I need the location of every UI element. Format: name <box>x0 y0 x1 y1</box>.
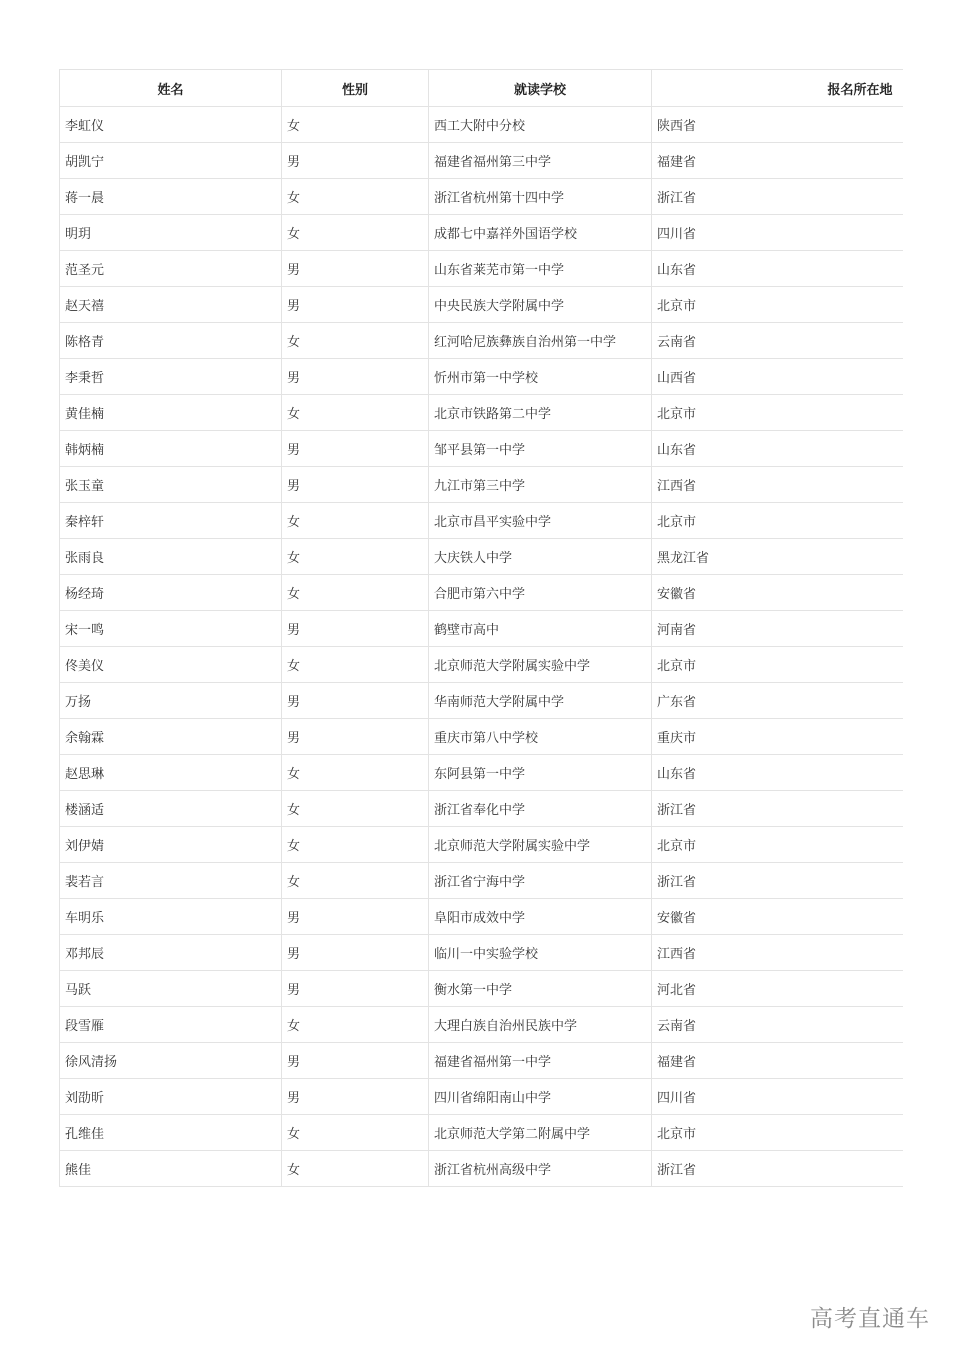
cell-school: 北京师范大学第二附属中学 <box>429 1115 652 1151</box>
table-row <box>60 395 903 431</box>
cell-school: 浙江省杭州高级中学 <box>429 1151 652 1187</box>
cell-gender: 女 <box>282 755 429 791</box>
cell-name: 佟美仪 <box>60 647 282 683</box>
cell-location: 北京市 <box>652 1115 903 1151</box>
student-table-container <box>59 69 902 1187</box>
table-row <box>60 215 903 251</box>
cell-location: 陕西省 <box>652 107 903 143</box>
cell-school: 阜阳市成效中学 <box>429 899 652 935</box>
cell-location: 河北省 <box>652 971 903 1007</box>
table-row <box>60 179 903 215</box>
cell-gender: 女 <box>282 827 429 863</box>
cell-name: 陈格青 <box>60 323 282 359</box>
cell-name: 赵思琳 <box>60 755 282 791</box>
cell-location: 北京市 <box>652 395 903 431</box>
cell-school: 四川省绵阳南山中学 <box>429 1079 652 1115</box>
table-row <box>60 719 903 755</box>
cell-name: 李秉哲 <box>60 359 282 395</box>
cell-location: 云南省 <box>652 323 903 359</box>
cell-location: 云南省 <box>652 1007 903 1043</box>
cell-gender: 女 <box>282 647 429 683</box>
cell-location: 浙江省 <box>652 791 903 827</box>
table-row <box>60 287 903 323</box>
cell-gender: 女 <box>282 539 429 575</box>
cell-location: 浙江省 <box>652 1151 903 1187</box>
cell-school: 浙江省奉化中学 <box>429 791 652 827</box>
cell-location: 山东省 <box>652 431 903 467</box>
table-row <box>60 539 903 575</box>
cell-school: 重庆市第八中学校 <box>429 719 652 755</box>
table-row <box>60 323 903 359</box>
cell-gender: 男 <box>282 1079 429 1115</box>
table-row <box>60 755 903 791</box>
cell-name: 宋一鸣 <box>60 611 282 647</box>
cell-gender: 女 <box>282 1007 429 1043</box>
cell-gender: 男 <box>282 1043 429 1079</box>
cell-gender: 女 <box>282 107 429 143</box>
table-row <box>60 431 903 467</box>
table-row <box>60 683 903 719</box>
cell-school: 北京市昌平实验中学 <box>429 503 652 539</box>
table-row <box>60 1043 903 1079</box>
cell-gender: 男 <box>282 287 429 323</box>
cell-name: 韩炳楠 <box>60 431 282 467</box>
cell-location: 广东省 <box>652 683 903 719</box>
cell-school: 北京师范大学附属实验中学 <box>429 647 652 683</box>
cell-name: 赵天禧 <box>60 287 282 323</box>
cell-name: 熊佳 <box>60 1151 282 1187</box>
cell-name: 徐风清扬 <box>60 1043 282 1079</box>
table-row <box>60 1115 903 1151</box>
cell-location: 浙江省 <box>652 179 903 215</box>
cell-name: 张玉童 <box>60 467 282 503</box>
cell-location: 安徽省 <box>652 575 903 611</box>
cell-school: 合肥市第六中学 <box>429 575 652 611</box>
cell-gender: 女 <box>282 575 429 611</box>
cell-name: 刘劭昕 <box>60 1079 282 1115</box>
cell-school: 大庆铁人中学 <box>429 539 652 575</box>
table-row <box>60 647 903 683</box>
cell-gender: 男 <box>282 971 429 1007</box>
cell-name: 楼涵适 <box>60 791 282 827</box>
cell-gender: 男 <box>282 899 429 935</box>
header-location: 报名所在地 <box>652 70 903 107</box>
cell-gender: 男 <box>282 683 429 719</box>
cell-name: 邓邦辰 <box>60 935 282 971</box>
header-school: 就读学校 <box>429 70 652 107</box>
cell-gender: 男 <box>282 935 429 971</box>
cell-gender: 女 <box>282 215 429 251</box>
cell-location: 浙江省 <box>652 863 903 899</box>
cell-location: 福建省 <box>652 1043 903 1079</box>
cell-gender: 男 <box>282 467 429 503</box>
cell-location: 四川省 <box>652 1079 903 1115</box>
cell-gender: 女 <box>282 395 429 431</box>
cell-name: 蒋一晨 <box>60 179 282 215</box>
cell-school: 福建省福州第三中学 <box>429 143 652 179</box>
cell-school: 衡水第一中学 <box>429 971 652 1007</box>
cell-gender: 女 <box>282 1115 429 1151</box>
cell-location: 北京市 <box>652 287 903 323</box>
cell-name: 余翰霖 <box>60 719 282 755</box>
cell-gender: 男 <box>282 611 429 647</box>
cell-location: 黑龙江省 <box>652 539 903 575</box>
table-row <box>60 827 903 863</box>
cell-school: 忻州市第一中学校 <box>429 359 652 395</box>
table-body <box>60 107 903 1187</box>
cell-name: 秦梓轩 <box>60 503 282 539</box>
cell-school: 临川一中实验学校 <box>429 935 652 971</box>
table-row <box>60 143 903 179</box>
cell-school: 北京市铁路第二中学 <box>429 395 652 431</box>
table-row <box>60 107 903 143</box>
cell-school: 大理白族自治州民族中学 <box>429 1007 652 1043</box>
cell-school: 鹤壁市高中 <box>429 611 652 647</box>
cell-name: 明玥 <box>60 215 282 251</box>
cell-gender: 男 <box>282 719 429 755</box>
cell-school: 华南师范大学附属中学 <box>429 683 652 719</box>
table-row <box>60 1007 903 1043</box>
cell-gender: 女 <box>282 503 429 539</box>
cell-location: 山西省 <box>652 359 903 395</box>
table-row <box>60 863 903 899</box>
cell-school: 东阿县第一中学 <box>429 755 652 791</box>
cell-location: 四川省 <box>652 215 903 251</box>
cell-name: 胡凯宁 <box>60 143 282 179</box>
cell-gender: 男 <box>282 251 429 287</box>
cell-location: 重庆市 <box>652 719 903 755</box>
table-row <box>60 359 903 395</box>
table-header-row <box>60 70 903 107</box>
cell-name: 万扬 <box>60 683 282 719</box>
cell-location: 安徽省 <box>652 899 903 935</box>
cell-school: 福建省福州第一中学 <box>429 1043 652 1079</box>
cell-gender: 男 <box>282 143 429 179</box>
table-row <box>60 503 903 539</box>
cell-school: 中央民族大学附属中学 <box>429 287 652 323</box>
cell-gender: 女 <box>282 791 429 827</box>
cell-location: 福建省 <box>652 143 903 179</box>
cell-gender: 女 <box>282 323 429 359</box>
table-row <box>60 467 903 503</box>
cell-name: 刘伊婧 <box>60 827 282 863</box>
table-row <box>60 935 903 971</box>
cell-name: 杨经琦 <box>60 575 282 611</box>
cell-school: 红河哈尼族彝族自治州第一中学 <box>429 323 652 359</box>
cell-location: 山东省 <box>652 251 903 287</box>
cell-name: 车明乐 <box>60 899 282 935</box>
cell-location: 北京市 <box>652 827 903 863</box>
cell-location: 江西省 <box>652 467 903 503</box>
cell-location: 北京市 <box>652 647 903 683</box>
table-row <box>60 791 903 827</box>
cell-name: 范圣元 <box>60 251 282 287</box>
cell-name: 马跃 <box>60 971 282 1007</box>
cell-school: 邹平县第一中学 <box>429 431 652 467</box>
cell-gender: 男 <box>282 359 429 395</box>
cell-gender: 女 <box>282 179 429 215</box>
table-row <box>60 1151 903 1187</box>
cell-name: 黄佳楠 <box>60 395 282 431</box>
cell-name: 李虹仪 <box>60 107 282 143</box>
header-gender: 性别 <box>282 70 429 107</box>
cell-school: 浙江省宁海中学 <box>429 863 652 899</box>
cell-name: 裴若言 <box>60 863 282 899</box>
cell-gender: 女 <box>282 863 429 899</box>
header-name: 姓名 <box>60 70 282 107</box>
cell-school: 成都七中嘉祥外国语学校 <box>429 215 652 251</box>
table-row <box>60 611 903 647</box>
cell-gender: 女 <box>282 1151 429 1187</box>
table-row <box>60 251 903 287</box>
cell-school: 浙江省杭州第十四中学 <box>429 179 652 215</box>
cell-location: 北京市 <box>652 503 903 539</box>
cell-location: 河南省 <box>652 611 903 647</box>
table-row <box>60 899 903 935</box>
cell-school: 西工大附中分校 <box>429 107 652 143</box>
cell-name: 段雪雁 <box>60 1007 282 1043</box>
table-row <box>60 1079 903 1115</box>
table-row <box>60 971 903 1007</box>
cell-gender: 男 <box>282 431 429 467</box>
cell-school: 九江市第三中学 <box>429 467 652 503</box>
watermark-text: 高考直通车 <box>810 1306 930 1332</box>
cell-school: 山东省莱芜市第一中学 <box>429 251 652 287</box>
cell-name: 张雨良 <box>60 539 282 575</box>
cell-location: 江西省 <box>652 935 903 971</box>
student-table <box>59 69 903 1187</box>
cell-name: 孔维佳 <box>60 1115 282 1151</box>
cell-school: 北京师范大学附属实验中学 <box>429 827 652 863</box>
table-row <box>60 575 903 611</box>
cell-location: 山东省 <box>652 755 903 791</box>
